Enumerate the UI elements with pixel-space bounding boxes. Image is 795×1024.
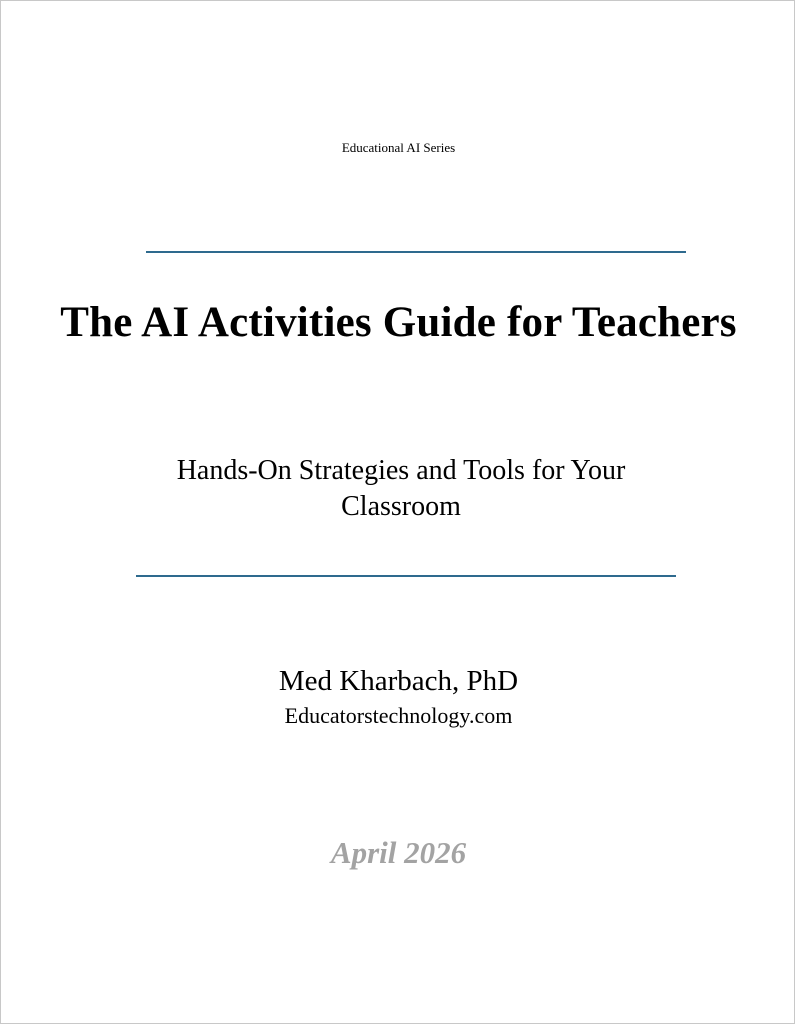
- series-label: Educational AI Series: [341, 140, 456, 155]
- author-website: Educatorstechnology.com: [284, 703, 513, 728]
- document-subtitle: Hands-On Strategies and Tools for Your Classroom: [176, 455, 626, 522]
- document-title: The AI Activities Guide for Teachers: [60, 299, 737, 346]
- top-divider: [146, 251, 686, 253]
- author-name: Med Kharbach, PhD: [278, 665, 519, 697]
- publication-date: April 2026: [330, 835, 467, 870]
- bottom-divider: [136, 575, 676, 577]
